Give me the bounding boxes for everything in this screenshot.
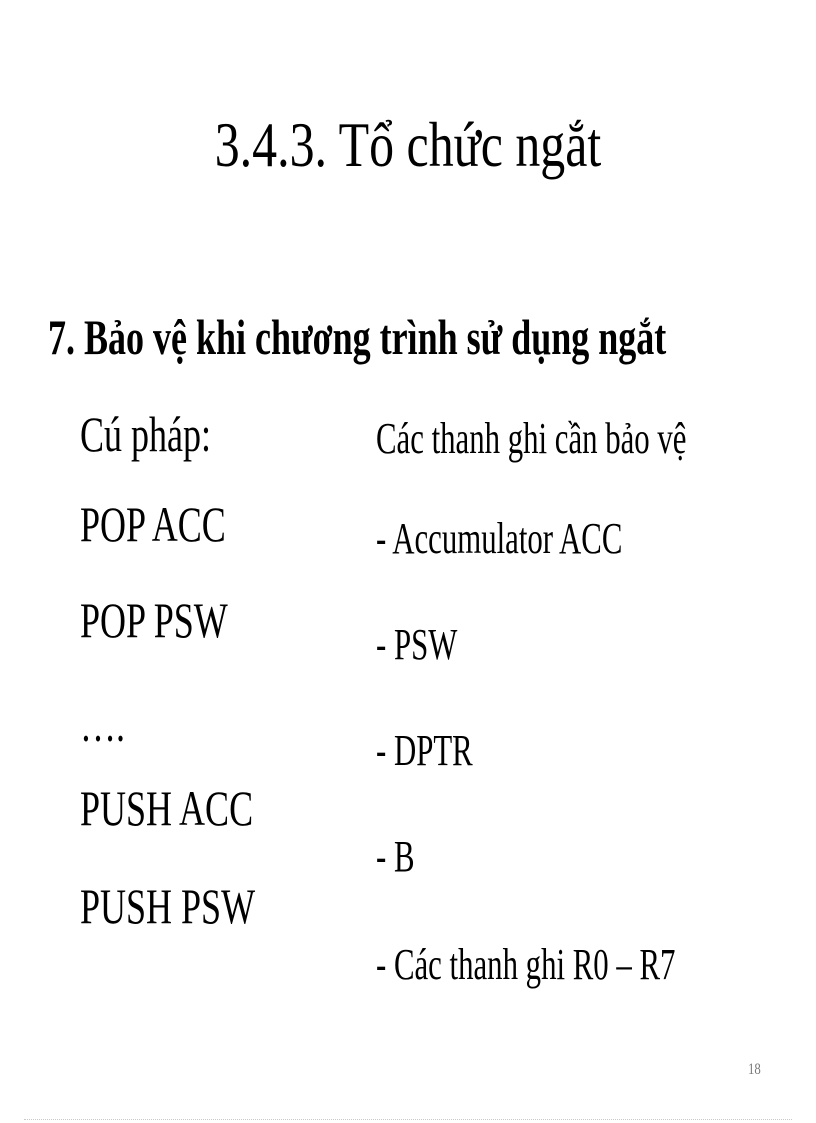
syntax-line: PUSH ACC [80, 780, 254, 836]
syntax-line: …. [80, 696, 125, 752]
section-heading: 7. Bảo vệ khi chương trình sử dụng ngắt [48, 309, 667, 365]
register-item: - DPTR [376, 726, 473, 775]
syntax-line: POP ACC [80, 496, 226, 552]
page-number: 18 [748, 1061, 761, 1078]
slide-title: 3.4.3. Tổ chức ngắt [214, 109, 602, 180]
syntax-line: PUSH PSW [80, 878, 256, 934]
register-item: - PSW [376, 620, 458, 669]
syntax-header: Cú pháp: [80, 406, 211, 462]
registers-header: Các thanh ghi cần bảo vệ [376, 414, 687, 463]
register-item: - B [376, 832, 415, 881]
register-item: - Các thanh ghi R0 – R7 [376, 940, 676, 989]
register-item: - Accumulator ACC [376, 514, 623, 563]
syntax-line: POP PSW [80, 592, 228, 648]
footer-divider [24, 1119, 792, 1120]
